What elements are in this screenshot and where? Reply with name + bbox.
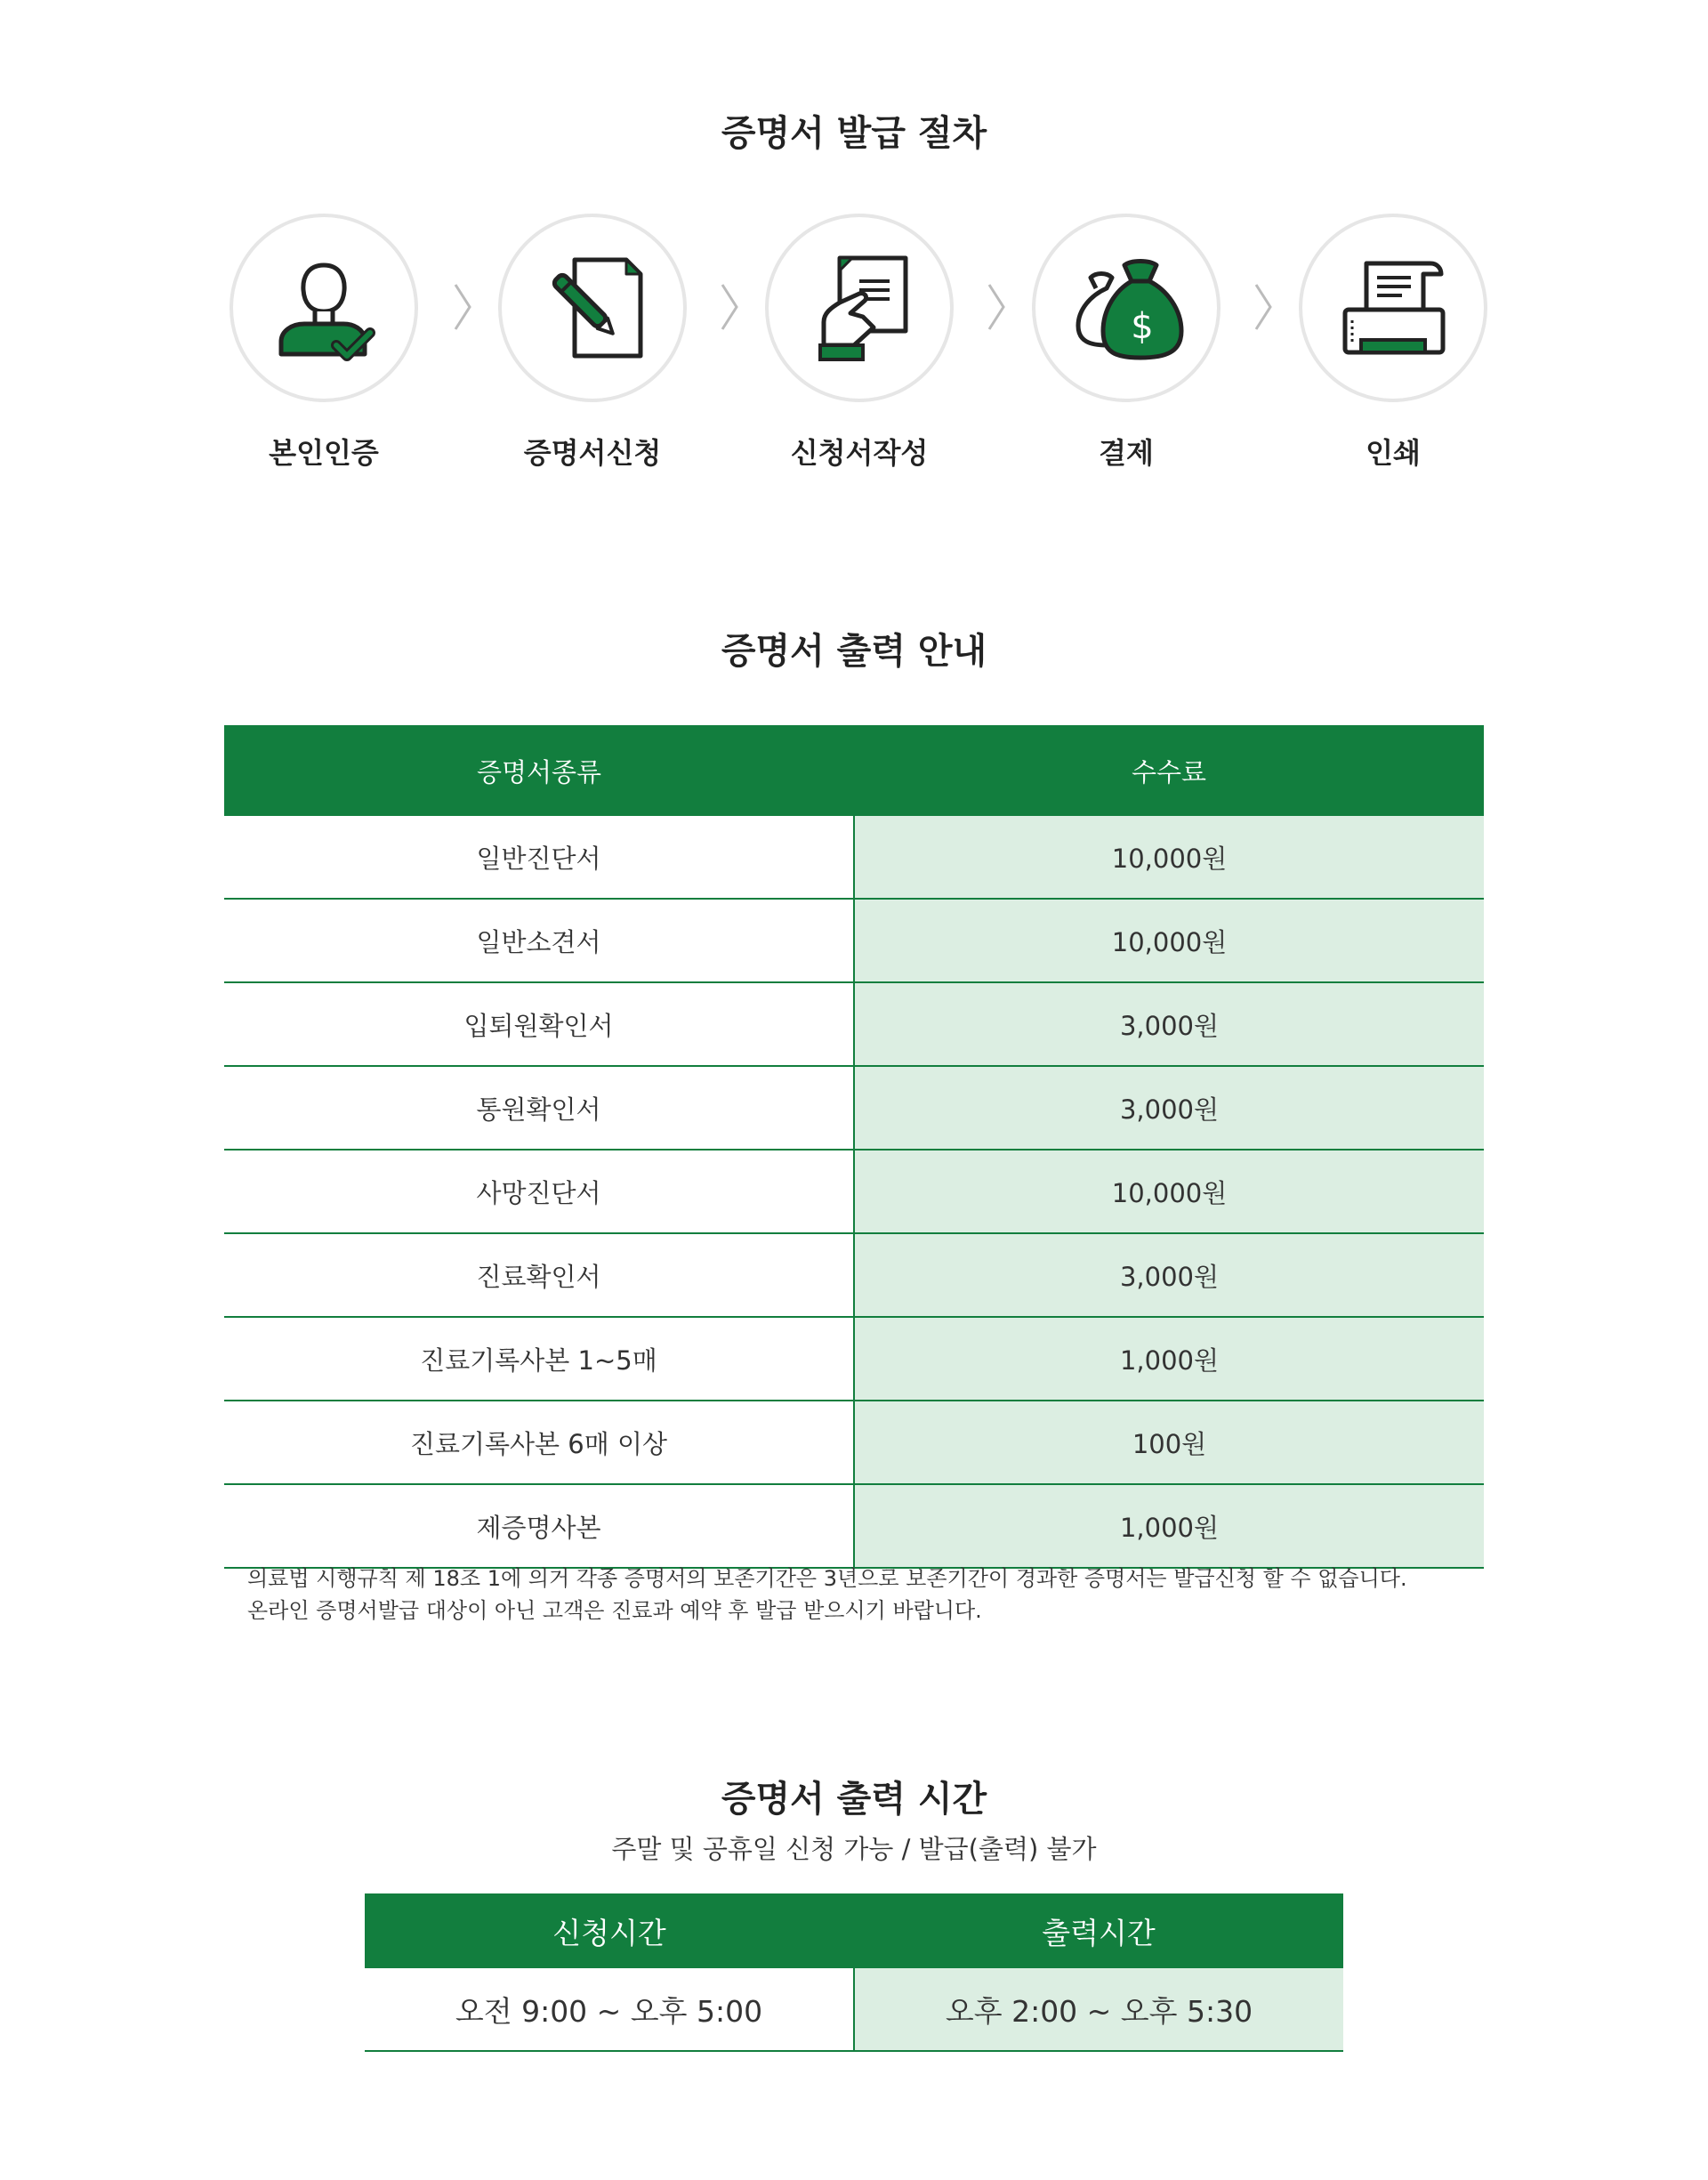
certificate-type-cell: 일반소견서 [224,899,854,982]
svg-text:$: $ [1131,306,1154,347]
fee-cell: 1,000원 [854,1317,1484,1401]
chevron-right-icon [979,276,1014,338]
chevron-right-icon [1245,276,1281,338]
table-row [224,1233,1484,1317]
fee-cell: 3,000원 [854,982,1484,1066]
table-row [365,1968,1343,2051]
hours-title: 증명서 출력 시간 [721,1779,987,1820]
fee-cell: 10,000원 [854,1150,1484,1233]
table-row [224,982,1484,1066]
table-header-row [224,725,1484,816]
step-circle [765,214,954,402]
header-certificate-type: 증명서종류 [224,725,854,816]
apply-time-cell: 오전 9:00 ~ 오후 5:00 [365,1968,854,2051]
certificate-type-cell: 진료확인서 [224,1233,854,1317]
process-title: 증명서 발급 절차 [721,113,987,154]
fee-cell: 10,000원 [854,899,1484,982]
fee-notes [247,1562,1493,1627]
fees-title: 증명서 출력 안내 [721,631,987,672]
step-circle [1299,214,1487,402]
pen-document-icon [530,246,655,370]
step-circle [498,214,687,402]
printer-icon [1331,246,1455,370]
step-label: 본인인증 [269,436,379,470]
certificate-type-cell: 진료기록사본 6매 이상 [224,1401,854,1484]
fee-cell: 10,000원 [854,816,1484,899]
certificate-type-cell: 진료기록사본 1~5매 [224,1317,854,1401]
table-header-row [365,1893,1343,1968]
fee-cell: 3,000원 [854,1233,1484,1317]
print-time-cell: 오후 2:00 ~ 오후 5:30 [854,1968,1343,2051]
step-label: 증명서신청 [523,436,662,470]
certificate-type-cell: 통원확인서 [224,1066,854,1150]
table-row [224,816,1484,899]
header-print-time: 출력시간 [854,1893,1343,1968]
step-circle [230,214,418,402]
fee-cell: 1,000원 [854,1484,1484,1568]
note-retention-period: 의료법 시행규칙 제 18조 1에 의거 각종 증명서의 보존기간은 3년으로 보존기간이 경과한 증명서는 발급신청 할 수 없습니다. [247,1566,1407,1591]
process-steps [0,214,1708,498]
certificate-type-cell: 제증명사본 [224,1484,854,1568]
fee-cell: 100원 [854,1401,1484,1484]
note-offline-customers: 온라인 증명서발급 대상이 아닌 고객은 진료과 예약 후 발급 받으시기 바랍니다. [247,1598,982,1623]
step-print [1295,214,1491,472]
table-row [224,1317,1484,1401]
step-circle [1032,214,1221,402]
hand-document-icon [797,246,922,370]
user-check-icon [262,246,386,370]
certificate-type-cell: 일반진단서 [224,816,854,899]
chevron-right-icon [445,276,480,338]
table-row [224,1066,1484,1150]
step-form-writing [761,214,957,472]
chevron-right-icon [712,276,747,338]
hours-subtitle: 주말 및 공휴일 신청 가능 / 발급(출력) 불가 [611,1834,1097,1864]
fee-cell: 3,000원 [854,1066,1484,1150]
hours-table [365,1893,1343,2052]
header-apply-time: 신청시간 [365,1893,854,1968]
money-bag-icon [1064,246,1188,370]
step-certificate-request [495,214,690,472]
header-fee: 수수료 [854,725,1484,816]
step-identity-verification [226,214,422,472]
table-row [224,1150,1484,1233]
step-label: 신청서작성 [790,436,929,470]
table-row [224,899,1484,982]
table-row [224,1484,1484,1568]
step-label: 인쇄 [1366,436,1421,470]
fee-table [224,725,1484,1569]
certificate-type-cell: 사망진단서 [224,1150,854,1233]
step-label: 결제 [1099,436,1154,470]
certificate-type-cell: 입퇴원확인서 [224,982,854,1066]
table-row [224,1401,1484,1484]
step-payment [1028,214,1224,472]
